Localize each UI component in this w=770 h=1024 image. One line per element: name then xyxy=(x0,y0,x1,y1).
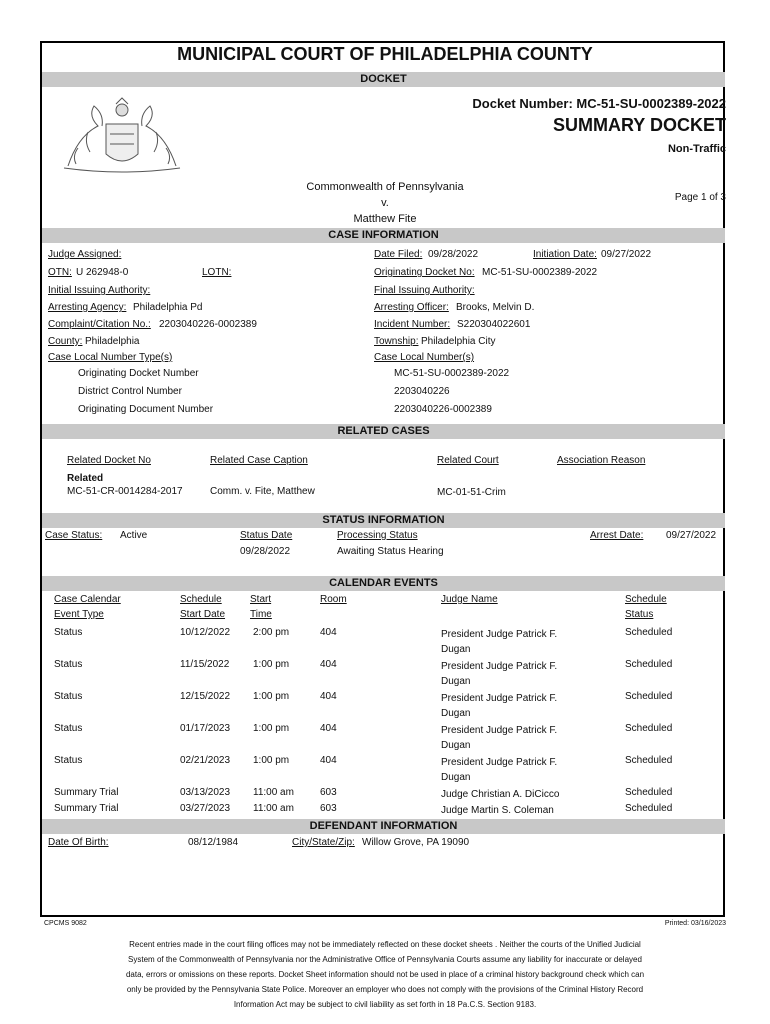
page-indicator: Page 1 of 3 xyxy=(674,192,726,203)
start-date-header: Start Date xyxy=(180,609,226,620)
status-date-label: Status Date xyxy=(240,530,293,541)
start-time-cell: 1:00 pm xyxy=(253,755,290,766)
schedule-status-header: Status xyxy=(625,609,654,620)
party-defendant: Matthew Fite xyxy=(353,213,417,225)
local-number-value: 2203040226-0002389 xyxy=(394,404,492,415)
county-value: Philadelphia xyxy=(85,336,140,347)
start-time-cell: 2:00 pm xyxy=(253,627,290,638)
case-local-number-types-label: Case Local Number Type(s) xyxy=(48,352,173,363)
incident-number-label: Incident Number: xyxy=(374,319,451,330)
room-cell: 404 xyxy=(320,627,337,638)
start-date-cell: 03/13/2023 xyxy=(180,787,231,798)
related-caption-value: Comm. v. Fite, Matthew xyxy=(210,486,315,497)
defendant-information-band: DEFENDANT INFORMATION xyxy=(42,819,725,834)
complaint-citation-value: 2203040226-0002389 xyxy=(159,319,257,330)
disclaimer-line: Recent entries made in the court filing offices may not be immediately reflected on these docket sheets . Neither the courts of the Unified Judicial xyxy=(129,940,641,949)
room-cell: 603 xyxy=(320,803,337,814)
arrest-date-value: 09/27/2022 xyxy=(666,530,717,541)
status-date-value: 09/28/2022 xyxy=(240,546,291,557)
township-label: Township: xyxy=(374,336,419,347)
judge-name-cell: President Judge Patrick F. xyxy=(441,661,558,672)
event-type-cell: Status xyxy=(54,691,83,702)
room-header: Room xyxy=(320,594,347,605)
initiation-date-label: Initiation Date: xyxy=(533,249,597,260)
court-title: MUNICIPAL COURT OF PHILADELPHIA COUNTY xyxy=(177,44,593,64)
start-time-cell: 1:00 pm xyxy=(253,659,290,670)
date-filed-label: Date Filed: xyxy=(374,249,423,260)
judge-name-cell: President Judge Patrick F. xyxy=(441,629,558,640)
printed-date: Printed: 03/16/2023 xyxy=(664,920,726,927)
judge-name-cell-continued: Dugan xyxy=(441,644,471,655)
schedule-status-cell: Scheduled xyxy=(625,723,673,734)
lotn-label: LOTN: xyxy=(202,267,232,278)
event-type-cell: Status xyxy=(54,755,83,766)
disclaimer-line: only be provided by the Pennsylvania State Police. Moreover an employer who does not comply with the provisions of the Criminal History Record xyxy=(126,985,644,994)
judge-name-cell: Judge Martin S. Coleman xyxy=(441,805,554,816)
local-number-type: District Control Number xyxy=(78,386,182,397)
disclaimer-line: System of the Commonwealth of Pennsylvania nor the Administrative Office of Pennsylvania Courts assume any liability for inaccurate or delayed xyxy=(128,955,642,964)
summary-docket-title: SUMMARY DOCKET xyxy=(552,115,726,135)
docket-number: Docket Number: MC-51-SU-0002389-2022 xyxy=(472,96,726,111)
schedule-status-cell: Scheduled xyxy=(625,787,673,798)
start-time-cell: 1:00 pm xyxy=(253,723,290,734)
case-information-band: CASE INFORMATION xyxy=(42,228,725,243)
disclaimer-line: Information Act may be subject to civil liability as set forth in 18 Pa.C.S. Section 9183. xyxy=(233,1000,537,1009)
event-type-header: Case Calendar xyxy=(54,594,121,605)
case-status-value: Active xyxy=(120,530,148,541)
arresting-agency-value: Philadelphia Pd xyxy=(133,302,203,313)
judge-name-cell-continued: Dugan xyxy=(441,740,471,751)
start-date-cell: 01/17/2023 xyxy=(180,723,231,734)
start-date-cell: 11/15/2022 xyxy=(180,659,230,670)
schedule-status-cell: Scheduled xyxy=(625,659,673,670)
local-number-type: Originating Docket Number xyxy=(78,368,199,379)
room-cell: 404 xyxy=(320,659,337,670)
judge-name-cell: Judge Christian A. DiCicco xyxy=(441,789,560,800)
association-reason-header: Association Reason xyxy=(557,455,646,466)
status-information-band: STATUS INFORMATION xyxy=(42,513,725,528)
docket-band: DOCKET xyxy=(42,72,725,87)
related-docket-header: Related Docket No xyxy=(67,455,151,466)
related-court-header: Related Court xyxy=(437,455,499,466)
related-caption-header: Related Case Caption xyxy=(210,455,308,466)
calendar-events-band: CALENDAR EVENTS xyxy=(42,576,725,591)
start-date-cell: 03/27/2023 xyxy=(180,803,231,814)
schedule-status-cell: Scheduled xyxy=(625,803,673,814)
judge-name-cell-continued: Dugan xyxy=(441,772,471,783)
otn-label: OTN: xyxy=(48,267,72,278)
judge-name-header: Judge Name xyxy=(441,594,498,605)
event-type-cell: Status xyxy=(54,627,83,638)
judge-name-cell-continued: Dugan xyxy=(441,676,471,687)
schedule-status-cell: Scheduled xyxy=(625,691,673,702)
processing-status-label: Processing Status xyxy=(337,530,418,541)
complaint-citation-label: Complaint/Citation No.: xyxy=(48,319,151,330)
arresting-officer-label: Arresting Officer: xyxy=(374,302,449,313)
judge-name-cell-continued: Dugan xyxy=(441,708,471,719)
room-cell: 404 xyxy=(320,691,337,702)
case-type: Non-Traffic xyxy=(667,143,726,155)
start-time-header: Time xyxy=(250,609,272,620)
county-label: County: xyxy=(48,336,83,347)
city-state-zip-label: City/State/Zip: xyxy=(292,837,355,848)
start-time-cell: 1:00 pm xyxy=(253,691,290,702)
arresting-agency-label: Arresting Agency: xyxy=(48,302,127,313)
start-date-cell: 12/15/2022 xyxy=(180,691,231,702)
start-time-cell: 11:00 am xyxy=(253,803,294,814)
local-number-value: MC-51-SU-0002389-2022 xyxy=(394,368,510,379)
event-type-header: Event Type xyxy=(54,609,104,620)
disclaimer-line: data, errors or omissions on these reports. Docket Sheet information should not be used in place of a criminal history background check which can xyxy=(125,970,645,979)
case-local-numbers-label: Case Local Number(s) xyxy=(374,352,475,363)
form-number: CPCMS 9082 xyxy=(44,920,87,927)
related-cases-band: RELATED CASES xyxy=(42,424,725,439)
event-type-cell: Status xyxy=(54,723,83,734)
room-cell: 603 xyxy=(320,787,337,798)
related-group-label: Related xyxy=(67,473,104,484)
schedule-status-cell: Scheduled xyxy=(625,627,673,638)
event-type-cell: Summary Trial xyxy=(54,803,119,814)
related-court-value: MC-01-51-Crim xyxy=(437,487,506,498)
schedule-status-cell: Scheduled xyxy=(625,755,673,766)
event-type-cell: Status xyxy=(54,659,83,670)
event-type-cell: Summary Trial xyxy=(54,787,119,798)
incident-number-value: S220304022601 xyxy=(457,319,531,330)
party-plaintiff: Commonwealth of Pennsylvania xyxy=(306,181,464,193)
judge-name-cell: President Judge Patrick F. xyxy=(441,725,558,736)
local-number-type: Originating Document Number xyxy=(78,404,214,415)
city-state-zip-value: Willow Grove, PA 19090 xyxy=(362,837,470,848)
date-of-birth-label: Date Of Birth: xyxy=(48,837,109,848)
start-time-header: Start xyxy=(250,594,272,605)
related-docket-value: MC-51-CR-0014284-2017 xyxy=(67,486,183,497)
local-number-value: 2203040226 xyxy=(394,386,450,397)
judge-name-cell: President Judge Patrick F. xyxy=(441,693,558,704)
originating-docket-label: Originating Docket No: xyxy=(374,267,475,278)
processing-status-value: Awaiting Status Hearing xyxy=(337,546,444,557)
judge-assigned-label: Judge Assigned: xyxy=(48,249,122,260)
township-value: Philadelphia City xyxy=(421,336,496,347)
originating-docket-value: MC-51-SU-0002389-2022 xyxy=(482,267,598,278)
start-date-cell: 02/21/2023 xyxy=(180,755,231,766)
start-date-header: Schedule xyxy=(180,594,222,605)
case-status-label: Case Status: xyxy=(45,530,103,541)
arrest-date-label: Arrest Date: xyxy=(590,530,644,541)
date-filed-value: 09/28/2022 xyxy=(428,249,479,260)
start-date-cell: 10/12/2022 xyxy=(180,627,231,638)
room-cell: 404 xyxy=(320,755,337,766)
versus: v. xyxy=(381,197,389,209)
room-cell: 404 xyxy=(320,723,337,734)
start-time-cell: 11:00 am xyxy=(253,787,294,798)
schedule-status-header: Schedule xyxy=(625,594,667,605)
initial-issuing-authority-label: Initial Issuing Authority: xyxy=(48,285,151,296)
pennsylvania-seal-icon xyxy=(58,96,186,174)
otn-value: U 262948-0 xyxy=(76,267,129,278)
initiation-date-value: 09/27/2022 xyxy=(601,249,652,260)
arresting-officer-value: Brooks, Melvin D. xyxy=(456,302,535,313)
judge-name-cell: President Judge Patrick F. xyxy=(441,757,558,768)
date-of-birth-value: 08/12/1984 xyxy=(188,837,239,848)
final-issuing-authority-label: Final Issuing Authority: xyxy=(374,285,475,296)
